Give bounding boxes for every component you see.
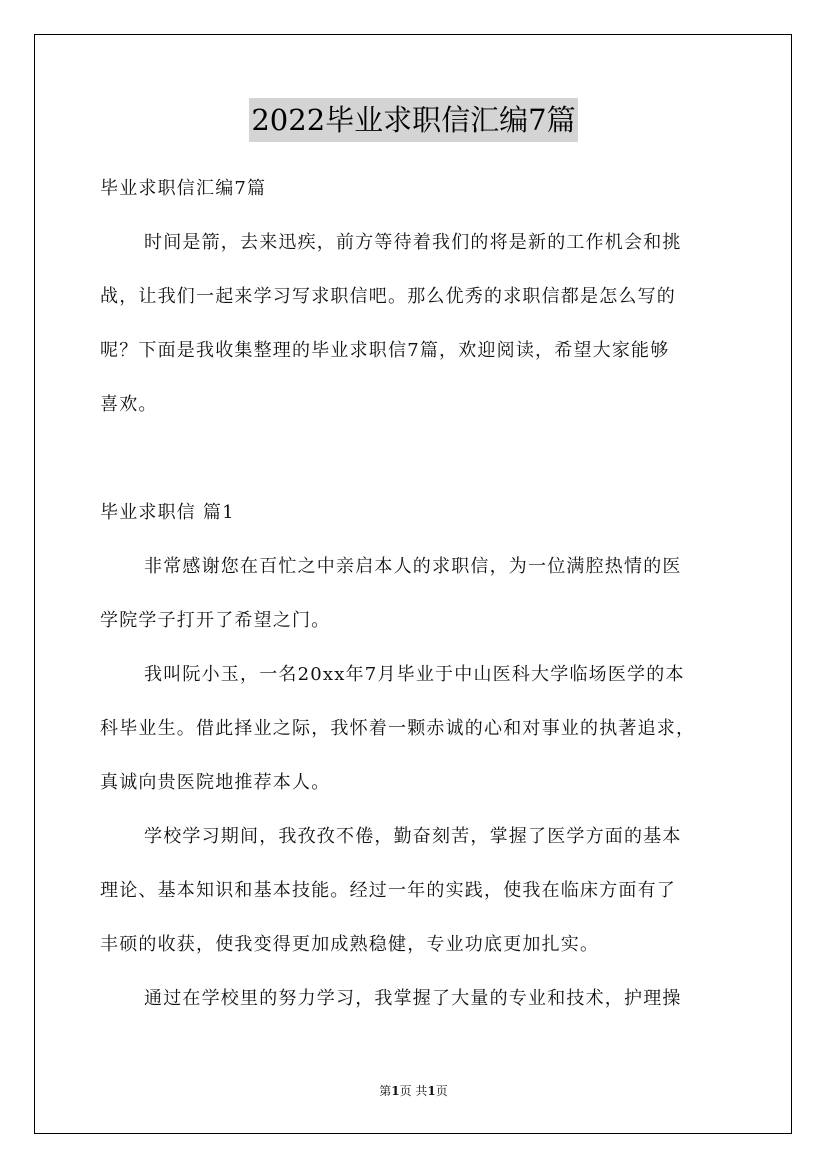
paragraph-line: 科毕业生。借此择业之际，我怀着一颗赤诚的心和对事业的执著追求， bbox=[100, 718, 696, 739]
paragraph-gap bbox=[100, 432, 730, 486]
page-prefix: 第 bbox=[379, 1084, 392, 1098]
paragraph-line: 理论、基本知识和基本技能。经过一年的实践，使我在临床方面有了 bbox=[100, 880, 676, 901]
page-mid: 页 共 bbox=[399, 1084, 428, 1098]
paragraph-line: 我叫阮小玉，一名20xx年7月毕业于中山医科大学临场医学的本 bbox=[144, 664, 685, 685]
paragraph-line: 学校学习期间，我孜孜不倦，勤奋刻苦，掌握了医学方面的基本 bbox=[144, 826, 682, 847]
document-title: 2022毕业求职信汇编7篇 bbox=[249, 98, 577, 142]
intro-line: 战，让我们一起来学习写求职信吧。那么优秀的求职信都是怎么写的 bbox=[100, 286, 676, 307]
intro-line: 时间是箭，去来迅疾，前方等待着我们的将是新的工作机会和挑 bbox=[144, 232, 682, 253]
page-total: 1 bbox=[427, 1084, 436, 1098]
page-footer bbox=[0, 1082, 827, 1099]
intro-line: 呢？下面是我收集整理的毕业求职信7篇，欢迎阅读，希望大家能够 bbox=[100, 340, 670, 361]
paragraph-line: 通过在学校里的努力学习，我掌握了大量的专业和技术，护理操 bbox=[144, 988, 682, 1009]
document-subtitle: 毕业求职信汇编7篇 bbox=[100, 178, 267, 199]
paragraph-line: 丰硕的收获，使我变得更加成熟稳健，专业功底更加扎实。 bbox=[100, 934, 600, 955]
page-suffix: 页 bbox=[435, 1084, 448, 1098]
title-container bbox=[0, 98, 827, 142]
paragraph-line: 学院学子打开了希望之门。 bbox=[100, 610, 331, 631]
document-body bbox=[100, 162, 730, 1026]
paragraph-line: 非常感谢您在百忙之中亲启本人的求职信，为一位满腔热情的医 bbox=[144, 556, 682, 577]
section-heading: 毕业求职信 篇1 bbox=[100, 502, 235, 523]
intro-line: 喜欢。 bbox=[100, 394, 158, 415]
paragraph-line: 真诚向贵医院地推荐本人。 bbox=[100, 772, 331, 793]
page-current: 1 bbox=[391, 1084, 400, 1098]
